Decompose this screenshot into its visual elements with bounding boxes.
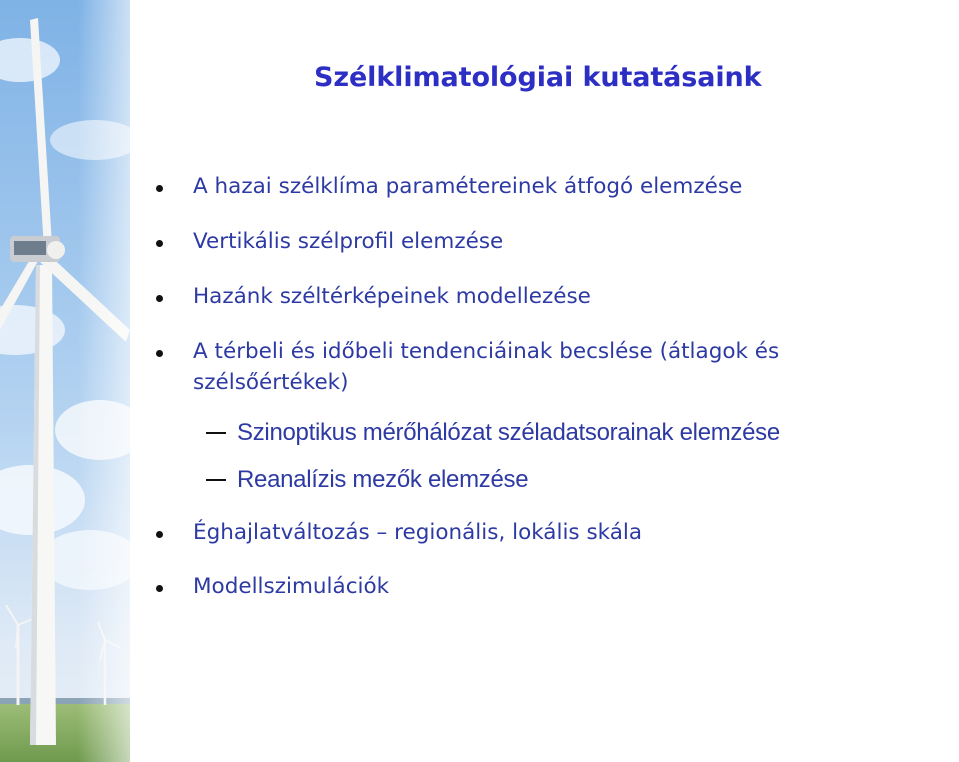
sub-bullet-text: Reanalízis mezők elemzése (237, 466, 529, 493)
bullet-text: Hazánk széltérképeinek modellezése (193, 284, 591, 309)
slide-title: Szélklimatológiai kutatásaink (314, 62, 762, 93)
bullet-icon (156, 350, 163, 357)
bullet-text: Vertikális szélprofil elemzése (193, 229, 504, 254)
bullet-text: A hazai szélklíma paramétereinek átfogó elemzése (193, 174, 743, 199)
bullet-icon (156, 185, 163, 192)
sub-bullet-text: Szinoptikus mérőhálózat széladatsorainak elemzése (237, 419, 780, 446)
bullet-icon (156, 585, 163, 592)
dash-icon (206, 432, 226, 434)
bullet-text: Éghajlatváltozás – regionális, lokális skála (193, 520, 643, 545)
bullet-text: Modellszimulációk (193, 574, 390, 599)
bullet-icon (156, 295, 163, 302)
bullet-text-continuation: szélsőértékek) (193, 370, 349, 395)
bullet-icon (156, 531, 163, 538)
wind-turbine-photo (0, 0, 130, 762)
dash-icon (206, 479, 226, 481)
bullet-text: A térbeli és időbeli tendenciáinak becslése (átlagok és (193, 339, 780, 364)
bullet-icon (156, 240, 163, 247)
